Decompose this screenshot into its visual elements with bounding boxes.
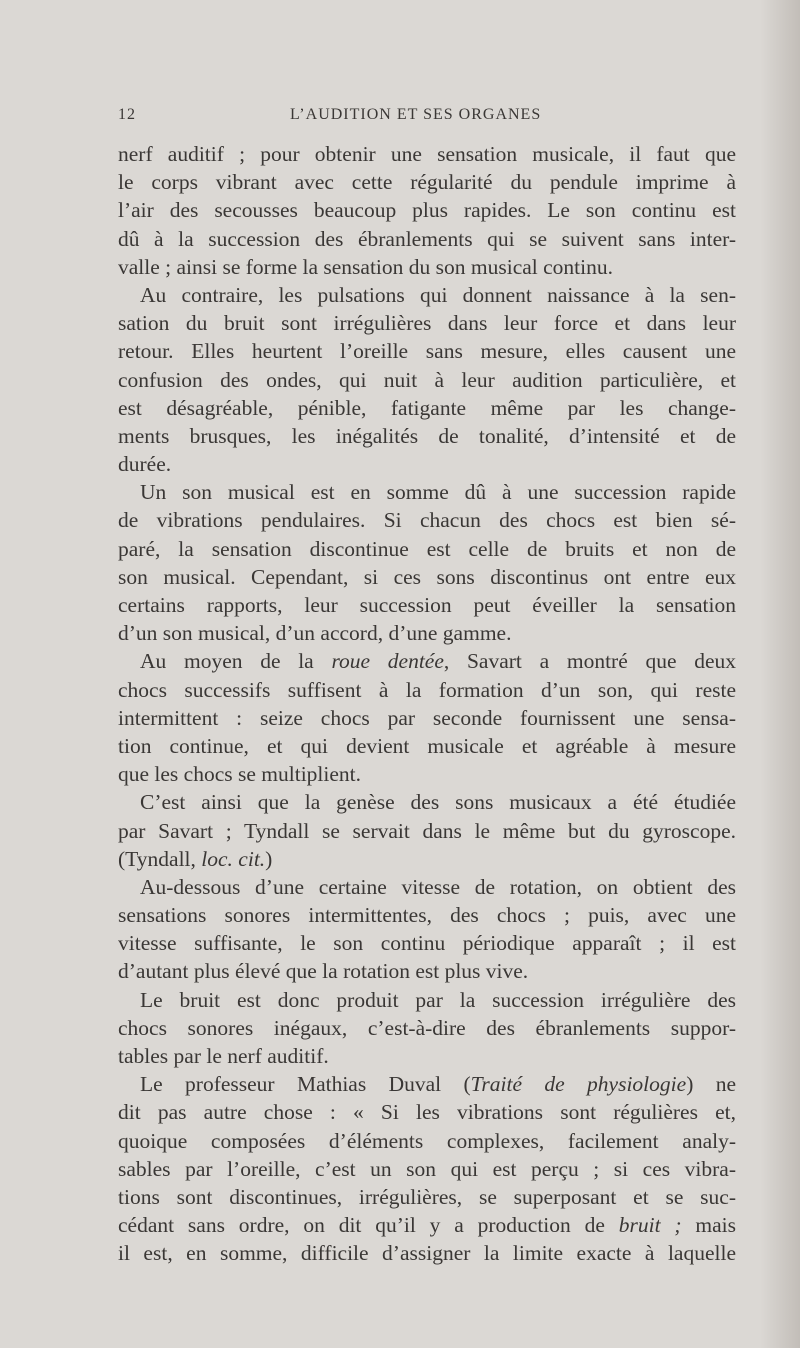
text-line: Un son musical est en somme dû à une succession rapide [140,480,736,505]
text-line: tables par le nerf auditif. [118,1044,329,1068]
text-line: dû à la succession des ébranlements qui se suivent sans inter- [118,226,736,251]
italic-term: roue dentée [331,649,444,674]
text-line: son musical. Cependant, si ces sons discontinus ont entre eux [118,564,736,589]
text-line: est désagréable, pénible, fatigante même par les change- [118,395,736,420]
text-run: (Tyndall, [118,846,202,871]
text-line: que les chocs se multiplient. [118,762,362,787]
text-run: Le professeur Mathias Duval ( [140,1072,471,1097]
text-line: paré, la sensation discontinue est celle de bruits et non de [118,536,736,561]
text-line: certains rapports, leur succession peut éveiller la sensation [118,593,736,617]
text-line: le corps vibrant avec cette régularité du pendule imprime à [118,170,736,195]
text-line [118,1070,736,1098]
italic-term: bruit ; [618,1213,682,1238]
text-line [118,647,736,675]
text-line: Le bruit est donc produit par la succession irrégulière des [140,987,736,1012]
text-line: dit pas autre chose : « Si les vibrations sont régulières et, [118,1100,736,1125]
italic-term: loc. cit. [201,846,266,871]
text-run: , Savart a montré que deux [443,649,737,674]
text-line: l’air des secousses beaucoup plus rapides. Le son continu est [118,198,736,223]
text-line: par Savart ; Tyndall se servait dans le même but du gyroscope. [118,818,736,843]
text-line: sation du bruit sont irrégulières dans leur force et dans leur [118,311,736,336]
text-line: confusion des ondes, qui nuit à leur audition particulière, et [118,367,736,392]
running-title: L’AUDITION ET SES ORGANES [290,106,542,123]
text-run: Au moyen de la [140,649,332,674]
text-line: nerf auditif ; pour obtenir une sensation musicale, il faut que [118,142,736,166]
text-line: vitesse suffisante, le son continu périodique apparaît ; il est [118,931,736,956]
text-line: chocs successifs suffisent à la formation d’un son, qui reste [118,677,736,702]
text-line: tion continue, et qui devient musicale et agréable à mesure [118,733,736,758]
text-line: d’un son musical, d’un accord, d’une gamme. [118,621,512,646]
text-line: ments brusques, les inégalités de tonalité, d’intensité et de [118,423,736,448]
text-line: il est, en somme, difficile d’assigner la limite exacte à laquelle [118,1241,736,1266]
text-line [118,845,736,873]
text-line: de vibrations pendulaires. Si chacun des chocs est bien sé- [118,508,736,533]
text-line [118,1211,736,1239]
text-line: Au contraire, les pulsations qui donnent naissance à la sen- [140,282,736,307]
italic-term: Traité de physiologie [470,1072,687,1097]
text-line: intermittent : seize chocs par seconde fournissent une sensa- [118,705,736,730]
text-run: mais [681,1213,737,1238]
text-line: tions sont discontinues, irrégulières, se superposant et se suc- [118,1184,736,1209]
text-line: retour. Elles heurtent l’oreille sans mesure, elles causent une [118,339,736,364]
text-run: cédant sans ordre, on dit qu’il y a production de [118,1213,619,1238]
text-run: ) ne [686,1072,737,1097]
body-text [118,140,736,1268]
text-line: C’est ainsi que la genèse des sons musicaux a été étudiée [140,790,736,815]
text-line: valle ; ainsi se forme la sensation du son musical continu. [118,254,613,279]
text-line: Au-dessous d’une certaine vitesse de rotation, on obtient des [140,874,736,899]
text-line: chocs sonores inégaux, c’est-à-dire des ébranlements suppor- [118,1015,736,1040]
text-line: durée. [118,452,172,477]
text-line: d’autant plus élevé que la rotation est plus vive. [118,959,529,984]
text-line: quoique composées d’éléments complexes, facilement analy- [118,1128,736,1153]
text-line: sensations sonores intermittentes, des chocs ; puis, avec une [118,903,736,928]
page-number: 12 [118,106,136,123]
text-run: ) [265,846,273,871]
text-line: sables par l’oreille, c’est un son qui est perçu ; si ces vibra- [118,1156,736,1181]
